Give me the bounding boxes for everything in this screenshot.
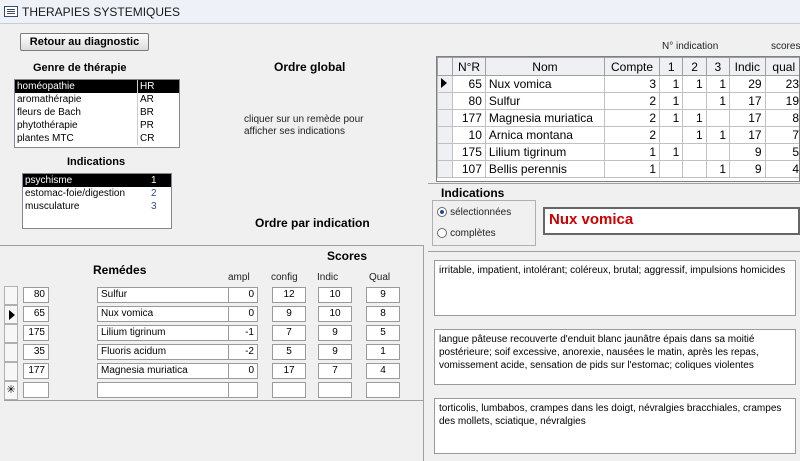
- score-field-name[interactable]: Fluoris acidum: [97, 344, 230, 360]
- grid-cell-nr[interactable]: 177: [453, 110, 486, 127]
- scores-subform: [4, 286, 424, 400]
- grid-col-header[interactable]: Compte: [605, 58, 660, 76]
- back-to-diagnostic-button[interactable]: Retour au diagnostic: [20, 33, 149, 51]
- scores-footer-line: [4, 400, 424, 401]
- grid-cell-nr[interactable]: 175: [453, 144, 486, 161]
- grid-cell-indic[interactable]: 17: [730, 127, 765, 144]
- grid-row[interactable]: [438, 144, 800, 161]
- grid-cell-c3[interactable]: 1: [706, 127, 729, 144]
- score-field-ampl[interactable]: 0: [228, 287, 258, 303]
- grid-row[interactable]: [438, 161, 800, 178]
- score-field-config[interactable]: 17: [272, 363, 306, 379]
- option-selected-label: sélectionnées: [450, 207, 512, 218]
- new-record-field-qual[interactable]: [366, 382, 400, 398]
- score-field-id[interactable]: 65: [23, 306, 49, 322]
- new-record-selector[interactable]: [4, 381, 18, 400]
- grid-cell-indic[interactable]: 17: [730, 93, 765, 110]
- grid-cell-c2[interactable]: 1: [683, 127, 706, 144]
- grid-cell-c2[interactable]: 1: [683, 110, 706, 127]
- grid-row-selector[interactable]: [438, 110, 453, 127]
- grid-cell-nom[interactable]: Lilium tigrinum: [485, 144, 604, 161]
- grid-cell-compte[interactable]: 2: [605, 110, 660, 127]
- score-field-id[interactable]: 175: [23, 325, 49, 341]
- genre-item[interactable]: [15, 80, 179, 93]
- score-field-indic[interactable]: 7: [318, 363, 352, 379]
- grid-cell-qual[interactable]: 5: [765, 144, 800, 161]
- grid-row-selector[interactable]: [438, 144, 453, 161]
- new-record-field-ampl[interactable]: [228, 382, 258, 398]
- radio-selected-icon[interactable]: [437, 207, 447, 217]
- grid-cell-c2[interactable]: 1: [683, 76, 706, 93]
- window-titlebar: [0, 0, 800, 24]
- grid-cell-c2[interactable]: [683, 161, 706, 178]
- grid-cell-indic[interactable]: 9: [730, 144, 765, 161]
- score-field-config[interactable]: 9: [272, 306, 306, 322]
- genre-item[interactable]: [15, 106, 179, 119]
- col-ampl-header: ampl: [228, 272, 250, 283]
- indication-item[interactable]: [23, 187, 171, 200]
- global-order-grid[interactable]: [436, 56, 800, 182]
- grid-cell-c3[interactable]: [706, 110, 729, 127]
- genre-item-separator: [137, 106, 138, 119]
- score-field-ampl[interactable]: -2: [228, 344, 258, 360]
- grid-row-selector[interactable]: [438, 76, 453, 93]
- score-field-qual[interactable]: 5: [366, 325, 400, 341]
- text-divider: [428, 251, 800, 252]
- grid-row-selector[interactable]: [438, 127, 453, 144]
- grid-col-header[interactable]: N°R: [453, 58, 486, 76]
- score-field-indic[interactable]: 9: [318, 344, 352, 360]
- grid-cell-nom[interactable]: Sulfur: [485, 93, 604, 110]
- row-selector-header: [438, 58, 453, 76]
- score-field-name[interactable]: Magnesia muriatica: [97, 363, 230, 379]
- grid-cell-qual[interactable]: 23: [765, 76, 800, 93]
- grid-col-header[interactable]: 3: [706, 58, 729, 76]
- genre-item[interactable]: [15, 119, 179, 132]
- grid-cell-compte[interactable]: 3: [605, 76, 660, 93]
- grid-row[interactable]: [438, 93, 800, 110]
- record-selector[interactable]: [4, 286, 18, 305]
- genre-item-separator: [137, 132, 138, 145]
- col-config-header: config: [271, 272, 298, 283]
- grid-cell-indic[interactable]: 9: [730, 161, 765, 178]
- indications-listbox[interactable]: [22, 173, 172, 229]
- score-field-id[interactable]: 177: [23, 363, 49, 379]
- grid-cell-nr[interactable]: 65: [453, 76, 486, 93]
- grid-cell-c1[interactable]: [660, 127, 683, 144]
- grid-cell-c1[interactable]: [660, 161, 683, 178]
- score-field-qual[interactable]: 9: [366, 287, 400, 303]
- grid-cell-qual[interactable]: 4: [765, 161, 800, 178]
- score-field-indic[interactable]: 9: [318, 325, 352, 341]
- grid-cell-c1[interactable]: 1: [660, 144, 683, 161]
- grid-cell-c1[interactable]: 1: [660, 110, 683, 127]
- option-selected-row[interactable]: [437, 206, 511, 218]
- remedes-heading: Remédes: [93, 263, 147, 277]
- indication-number-header: N° indication: [662, 41, 719, 52]
- indications-divider: [428, 183, 800, 184]
- grid-col-header[interactable]: qual: [765, 58, 800, 76]
- genre-item-name: plantes MTC: [17, 133, 74, 144]
- grid-cell-qual[interactable]: 8: [765, 110, 800, 127]
- grid-row[interactable]: [438, 76, 800, 93]
- grid-cell-nr[interactable]: 80: [453, 93, 486, 110]
- grid-cell-nom[interactable]: Arnica montana: [485, 127, 604, 144]
- genre-item-code: PR: [140, 120, 154, 131]
- score-field-qual[interactable]: 4: [366, 363, 400, 379]
- record-selector[interactable]: [4, 324, 18, 343]
- indication-text-digestion[interactable]: langue pâteuse recouverte d'enduit blanc jaunâtre épais dans sa moitié postérieure; soif excessive, anorexie, nausées le matin, après les repas, vomissement acide, sensation de pids sur l'estomac; coliques violentes: [434, 329, 796, 385]
- new-record-field-name[interactable]: [97, 382, 230, 398]
- indications-frame-label: Indications: [441, 186, 505, 200]
- selected-remedy-box: [543, 207, 800, 235]
- new-record-field-config[interactable]: [272, 382, 306, 398]
- window-title: THERAPIES SYSTEMIQUES: [22, 5, 181, 19]
- grid-cell-indic[interactable]: 17: [730, 110, 765, 127]
- genre-item-name: aromathérapie: [17, 94, 82, 105]
- grid-cell-c3[interactable]: 1: [706, 76, 729, 93]
- genre-item-code: AR: [140, 94, 154, 105]
- grid-cell-qual[interactable]: 7: [765, 127, 800, 144]
- genre-item-name: fleurs de Bach: [17, 107, 81, 118]
- grid-cell-nr[interactable]: 10: [453, 127, 486, 144]
- grid-cell-indic[interactable]: 29: [730, 76, 765, 93]
- indication-item[interactable]: [23, 174, 171, 187]
- score-field-qual[interactable]: 1: [366, 344, 400, 360]
- indication-item-name: estomac-foie/digestion: [25, 188, 126, 199]
- grid-cell-compte[interactable]: 2: [605, 93, 660, 110]
- grid-cell-nom[interactable]: Magnesia muriatica: [485, 110, 604, 127]
- grid-cell-nom[interactable]: Nux vomica: [485, 76, 604, 93]
- score-field-name[interactable]: Sulfur: [97, 287, 230, 303]
- grid-row-selector[interactable]: [438, 161, 453, 178]
- indication-item-code: 1: [151, 175, 157, 186]
- form-icon: [4, 6, 18, 17]
- score-field-id[interactable]: 80: [23, 287, 49, 303]
- new-record-icon: ✳: [6, 384, 16, 396]
- genre-item-name: homéopathie: [17, 81, 75, 92]
- ordre-indication-heading: Ordre par indication: [255, 216, 370, 230]
- new-record-field-id[interactable]: [23, 382, 49, 398]
- grid-cell-compte[interactable]: 1: [605, 161, 660, 178]
- record-selector[interactable]: [4, 343, 18, 362]
- indication-item-code: 3: [151, 201, 157, 212]
- grid-cell-c1[interactable]: 1: [660, 76, 683, 93]
- radio-complete-icon[interactable]: [437, 228, 447, 238]
- score-field-ampl[interactable]: 0: [228, 306, 258, 322]
- indications-option-frame: [432, 200, 536, 246]
- genre-listbox[interactable]: [14, 79, 180, 148]
- col-qual-header: Qual: [369, 272, 391, 283]
- indication-item-code: 2: [151, 188, 157, 199]
- genre-item-separator: [137, 80, 138, 93]
- grid-col-header[interactable]: Indic: [730, 58, 765, 76]
- genre-label: Genre de thérapie: [33, 62, 127, 74]
- grid-col-header[interactable]: Nom: [485, 58, 604, 76]
- current-record-arrow-icon: [441, 78, 447, 88]
- grid-cell-compte[interactable]: 2: [605, 127, 660, 144]
- indication-item[interactable]: [23, 200, 171, 213]
- genre-item-name: phytothérapie: [17, 120, 78, 131]
- ordre-global-hint: cliquer sur un remède pour afficher ses indications: [244, 114, 364, 137]
- grid-cell-nr[interactable]: 107: [453, 161, 486, 178]
- record-selector[interactable]: [4, 362, 18, 381]
- indications-list-label: Indications: [67, 156, 126, 168]
- col-indic-header: Indic: [317, 272, 339, 283]
- grid-cell-c2[interactable]: [683, 144, 706, 161]
- option-complete-row[interactable]: [437, 227, 496, 239]
- genre-item[interactable]: [15, 93, 179, 106]
- current-record-arrow-icon: [9, 310, 15, 320]
- scores-heading: Scores: [327, 249, 368, 263]
- genre-item-code: HR: [140, 81, 155, 92]
- grid-cell-nom[interactable]: Bellis perennis: [485, 161, 604, 178]
- genre-item-code: BR: [140, 107, 154, 118]
- selected-remedy-name: Nux vomica: [549, 211, 634, 228]
- grid-cell-c2[interactable]: [683, 93, 706, 110]
- section-divider: [0, 245, 423, 246]
- scores-top-header: scores: [771, 41, 800, 52]
- grid-row[interactable]: [438, 110, 800, 127]
- score-field-ampl[interactable]: 0: [228, 363, 258, 379]
- grid-cell-c3[interactable]: [706, 144, 729, 161]
- indication-text-psychisme[interactable]: irritable, impatient, intolérant; coléreux, brutal; aggressif, impulsions homicides: [434, 260, 796, 316]
- genre-item[interactable]: [15, 132, 179, 145]
- grid-cell-c3[interactable]: 1: [706, 161, 729, 178]
- record-selector[interactable]: [4, 305, 18, 324]
- score-field-indic[interactable]: 10: [318, 287, 352, 303]
- score-field-name[interactable]: Lilium tigrinum: [97, 325, 230, 341]
- score-field-ampl[interactable]: -1: [228, 325, 258, 341]
- grid-col-header[interactable]: 1: [660, 58, 683, 76]
- score-field-config[interactable]: 5: [272, 344, 306, 360]
- genre-item-code: CR: [140, 133, 155, 144]
- genre-item-separator: [137, 93, 138, 106]
- indication-item-name: psychisme: [25, 175, 73, 186]
- grid-row-selector[interactable]: [438, 93, 453, 110]
- score-field-qual[interactable]: 8: [366, 306, 400, 322]
- indication-text-musculature[interactable]: torticolis, lumbabos, crampes dans les doigt, névralgies bracchiales, crampes des mollets, sciatique, névralgies: [434, 398, 796, 454]
- grid-cell-c1[interactable]: 1: [660, 93, 683, 110]
- score-field-config[interactable]: 7: [272, 325, 306, 341]
- ordre-global-heading: Ordre global: [274, 60, 346, 74]
- score-field-config[interactable]: 12: [272, 287, 306, 303]
- indication-item-name: musculature: [25, 201, 80, 212]
- score-field-name[interactable]: Nux vomica: [97, 306, 230, 322]
- score-field-id[interactable]: 35: [23, 344, 49, 360]
- grid-cell-c3[interactable]: 1: [706, 93, 729, 110]
- grid-cell-qual[interactable]: 19: [765, 93, 800, 110]
- score-field-indic[interactable]: 10: [318, 306, 352, 322]
- grid-cell-compte[interactable]: 1: [605, 144, 660, 161]
- option-complete-label: complètes: [450, 228, 496, 239]
- new-record-field-indic[interactable]: [318, 382, 352, 398]
- grid-col-header[interactable]: 2: [683, 58, 706, 76]
- genre-item-separator: [137, 119, 138, 132]
- grid-row[interactable]: [438, 127, 800, 144]
